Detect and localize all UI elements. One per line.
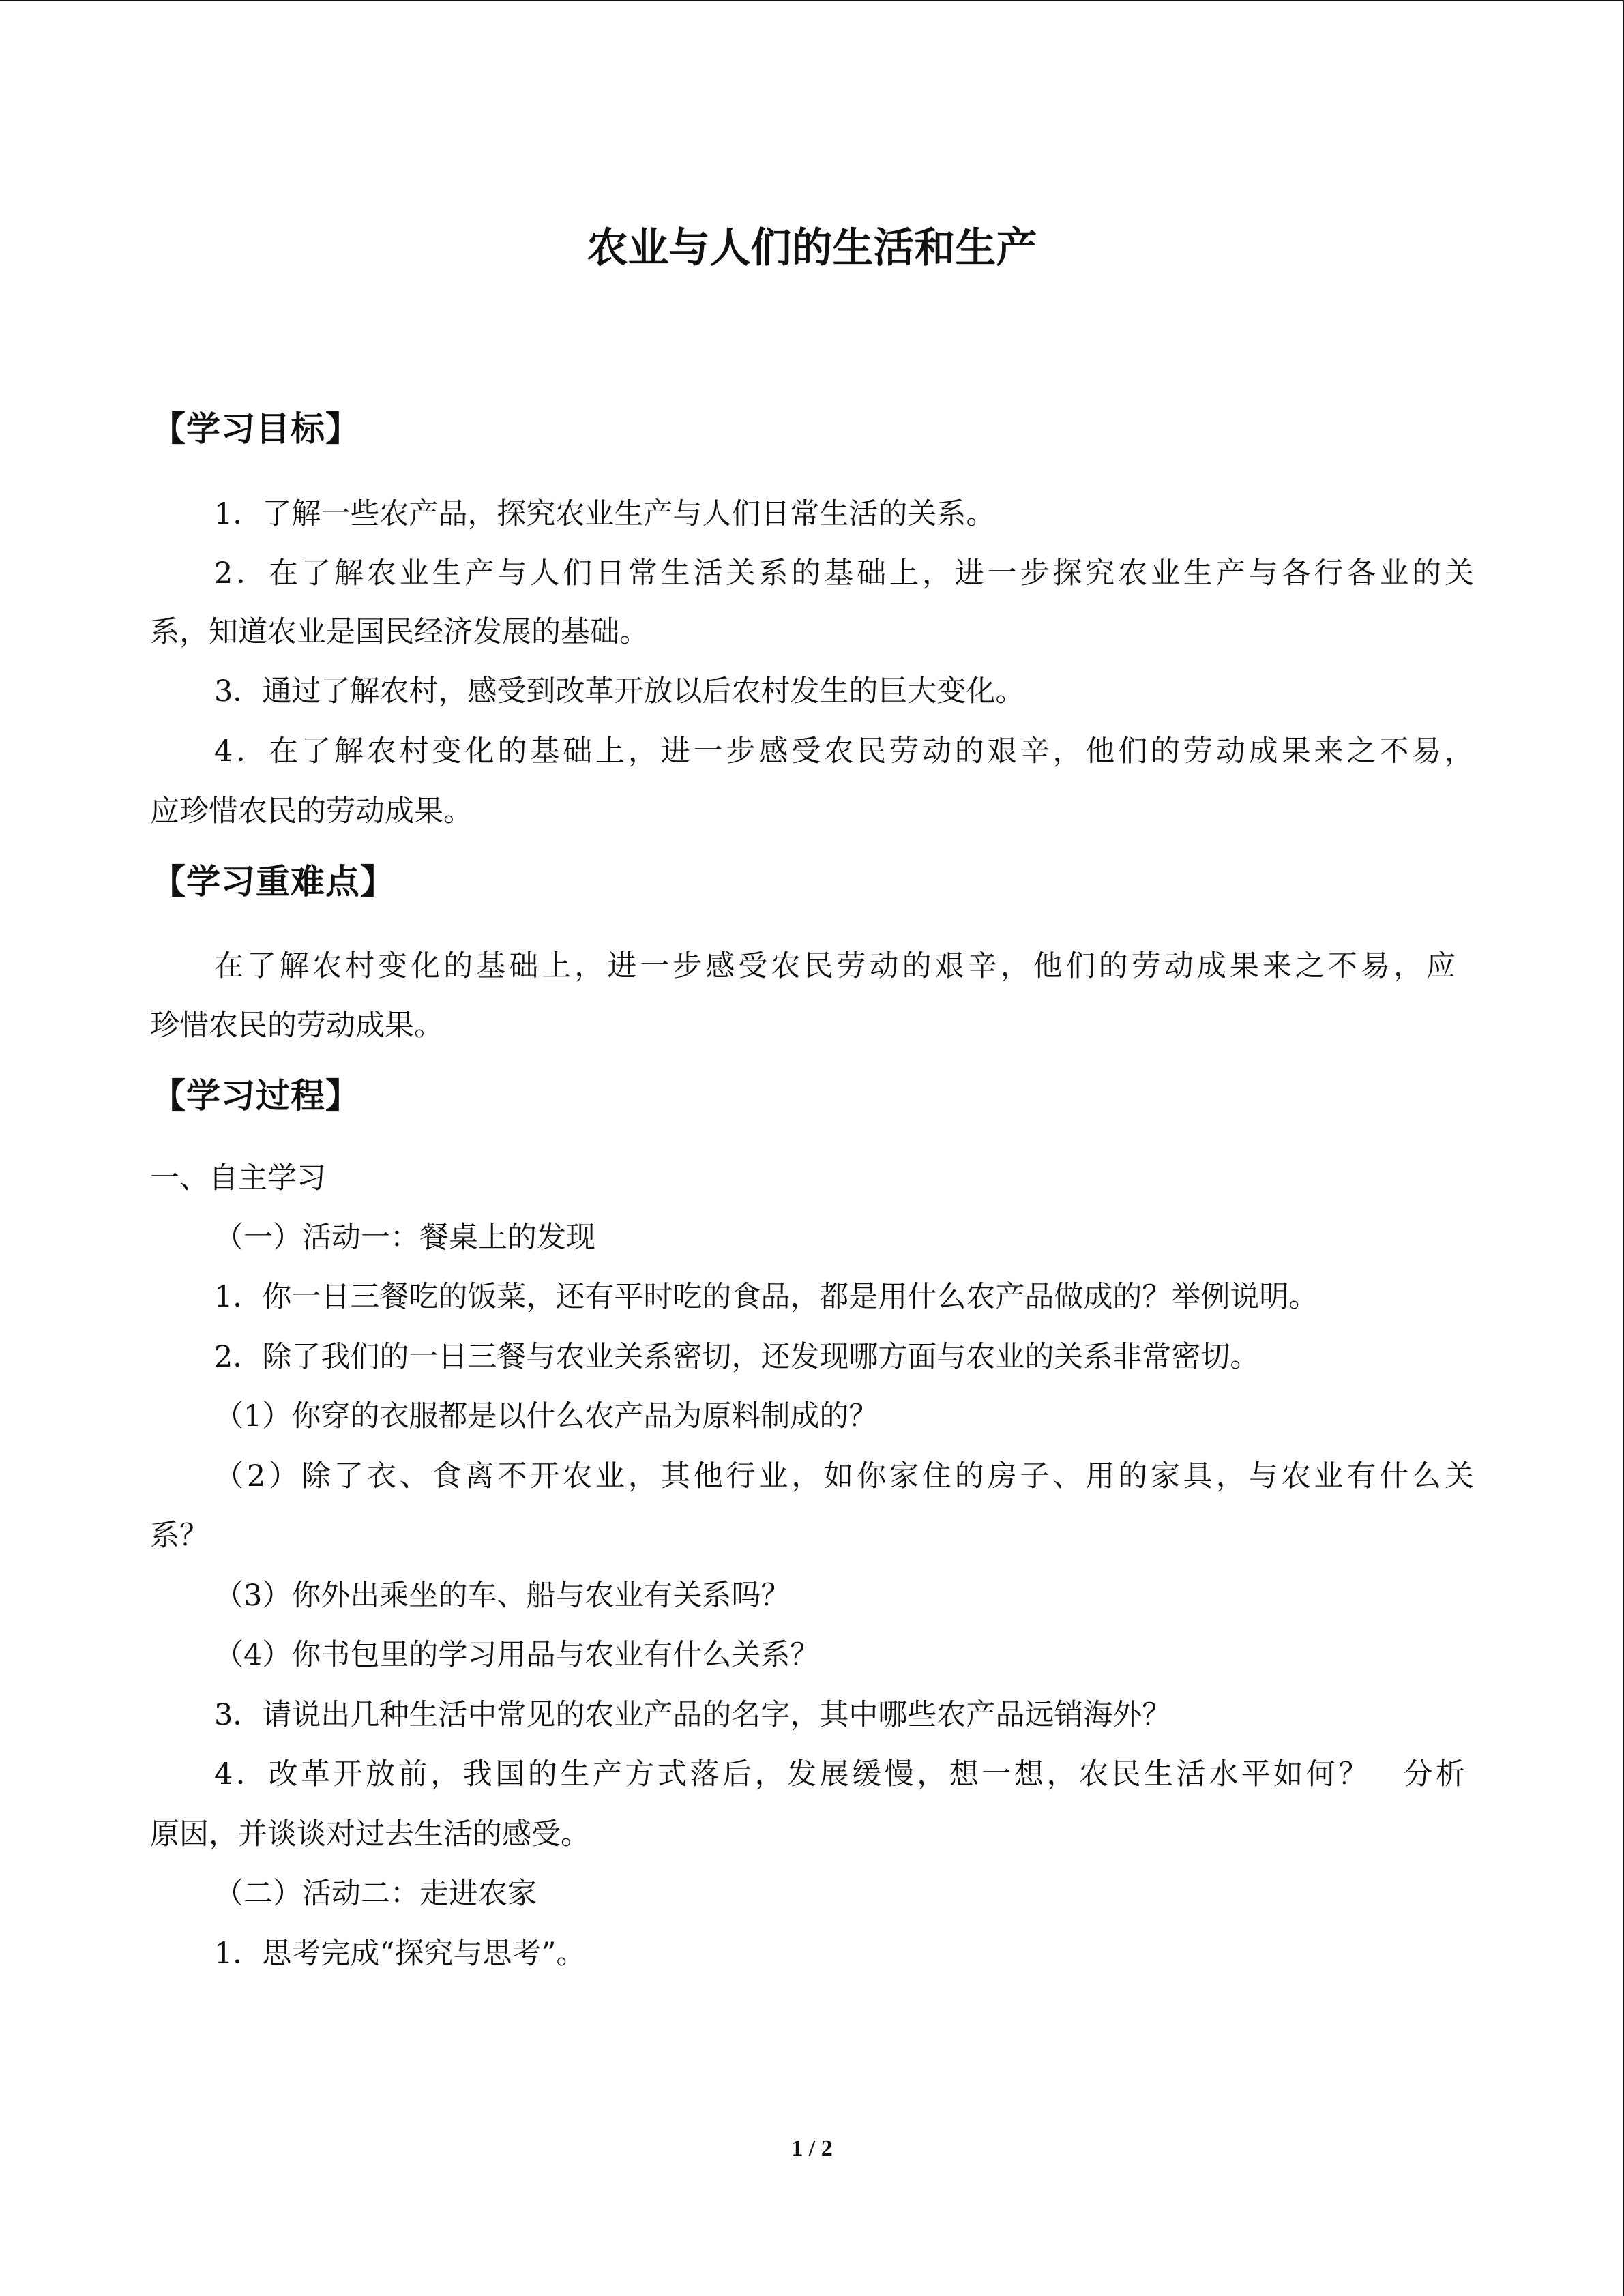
process-line-6: （2）除了衣、食离不开农业，其他行业，如你家住的房子、用的家具，与农业有什么关 (214, 1459, 1474, 1493)
key-points-line-1: 在了解农村变化的基础上，进一步感受农民劳动的艰辛，他们的劳动成果来之不易，应 (214, 949, 1456, 983)
process-line-5: （1）你穿的衣服都是以什么农产品为原料制成的？ (214, 1399, 879, 1433)
goal-item-3: 3．通过了解农村，感受到改革开放以后农村发生的巨大变化。 (214, 674, 1025, 709)
process-line-2: （一）活动一：餐桌上的发现 (214, 1221, 595, 1255)
section-heading-goals: 【学习目标】 (151, 408, 360, 449)
key-points-line-2: 珍惜农民的劳动成果。 (150, 1009, 443, 1043)
goal-item-4: 4．在了解农村变化的基础上，进一步感受农民劳动的艰辛，他们的劳动成果来之不易， (214, 734, 1474, 769)
process-line-6-cont: 系？ (150, 1519, 209, 1553)
process-line-9: 3．请说出几种生活中常见的农业产品的名字，其中哪些农产品远销海外？ (214, 1698, 1172, 1732)
process-line-10-cont: 原因，并谈谈对过去生活的感受。 (150, 1817, 590, 1851)
process-line-12: 1．思考完成“探究与思考”。 (214, 1937, 586, 1971)
process-line-11: （二）活动二：走进农家 (214, 1877, 537, 1911)
section-heading-process: 【学习过程】 (151, 1075, 360, 1116)
goal-item-4-cont: 应珍惜农民的劳动成果。 (150, 794, 473, 829)
document-title: 农业与人们的生活和生产 (587, 224, 1037, 272)
process-line-7: （3）你外出乘坐的车、船与农业有关系吗？ (214, 1579, 791, 1613)
process-line-10: 4．改革开放前，我国的生产方式落后，发展缓慢，想一想，农民生活水平如何？ 分析 (214, 1757, 1465, 1791)
section-heading-key-points: 【学习重难点】 (151, 861, 395, 901)
goal-item-1: 1．了解一些农产品，探究农业生产与人们日常生活的关系。 (214, 497, 996, 531)
process-line-4: 2．除了我们的一日三餐与农业关系密切，还发现哪方面与农业的关系非常密切。 (214, 1340, 1260, 1374)
page-number: 1 / 2 (791, 2136, 833, 2161)
goal-item-2-cont: 系，知道农业是国民经济发展的基础。 (150, 615, 649, 649)
process-line-3: 1．你一日三餐吃的饭菜，还有平时吃的食品，都是用什么农产品做成的？举例说明。 (214, 1280, 1318, 1314)
process-line-8: （4）你书包里的学习用品与农业有什么关系？ (214, 1638, 820, 1672)
goal-item-2: 2．在了解农业生产与人们日常生活关系的基础上，进一步探究农业生产与各行各业的关 (214, 556, 1474, 591)
process-line-1: 一、自主学习 (150, 1161, 326, 1195)
